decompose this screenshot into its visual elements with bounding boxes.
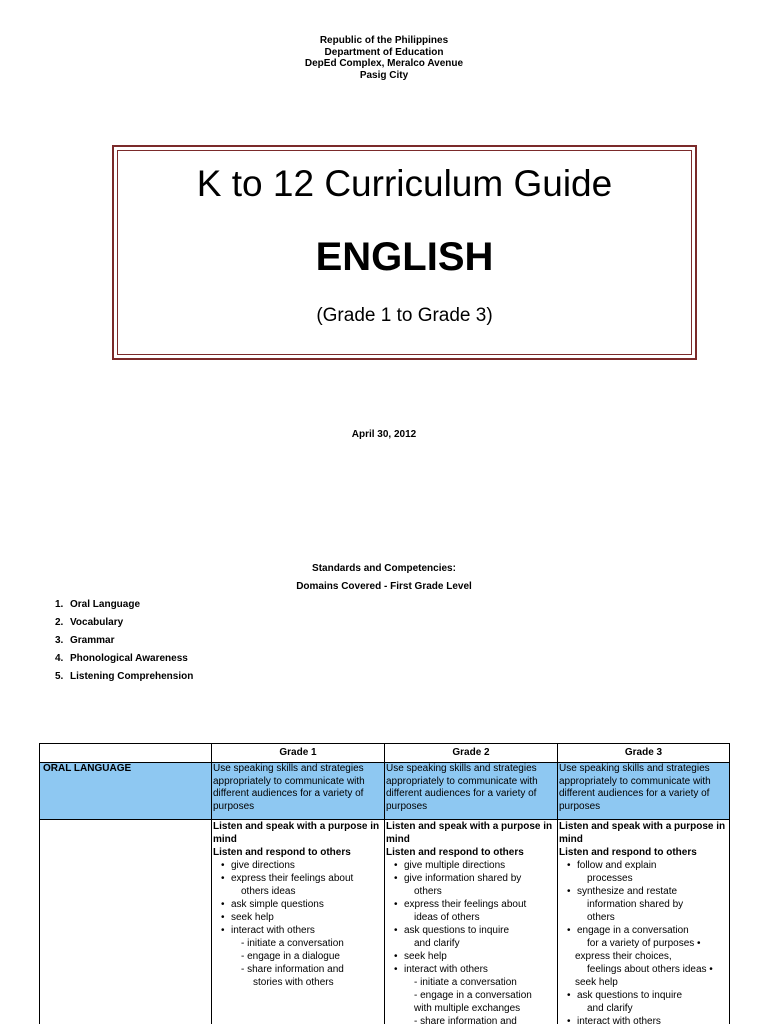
table-row-competencies <box>40 820 730 1024</box>
competency-item: processes <box>587 873 633 884</box>
standard-cell: Use speaking skills and strategies appropriately to communicate with different audiences for a variety of purposes <box>212 763 385 820</box>
empty-cell <box>40 820 212 1024</box>
competency-item: • give information shared by <box>386 872 556 885</box>
competency-item: - engage in a dialogue <box>241 951 340 962</box>
competency-item: feelings about others ideas • <box>587 964 713 975</box>
standards-title: Standards and Competencies: <box>312 563 456 574</box>
competency-item: and clarify <box>587 1003 633 1014</box>
competency-item: and clarify <box>414 938 460 949</box>
table-header-cell <box>40 744 212 763</box>
table-row-oral-language <box>40 763 730 820</box>
competency-item: information shared by <box>587 899 684 910</box>
competency-item: • interact with others <box>386 963 556 976</box>
header-city: Pasig City <box>359 69 409 81</box>
competency-item: - initiate a conversation <box>414 977 517 988</box>
competency-item: • ask questions to inquire <box>559 989 728 1002</box>
competency-item: seek help <box>575 977 618 988</box>
title-grades: (Grade 1 to Grade 3) <box>316 305 493 326</box>
competency-item: • interact with others <box>213 924 383 937</box>
domain-item: 4. Phonological Awareness <box>55 653 188 664</box>
title-subject: ENGLISH <box>315 235 494 279</box>
competency-item: • express their feelings about <box>213 872 383 885</box>
document-date: April 30, 2012 <box>351 429 417 440</box>
competency-item: with multiple exchanges <box>414 1003 521 1014</box>
competency-item: for a variety of purposes • <box>587 938 701 949</box>
competency-item: • ask simple questions <box>213 898 383 911</box>
competency-item: • express their feelings about <box>386 898 556 911</box>
competency-item: • follow and explain <box>559 859 728 872</box>
domain-item: 2. Vocabulary <box>55 617 124 628</box>
competency-list <box>559 859 728 1024</box>
title-box <box>112 145 697 360</box>
table-header-cell: Grade 2 <box>385 744 558 763</box>
competency-item: others <box>587 912 615 923</box>
competency-heading: Listen and speak with a purpose in mind <box>213 821 380 845</box>
competency-item: • ask questions to inquire <box>386 924 556 937</box>
standard-cell: Use speaking skills and strategies appropriately to communicate with different audiences for a variety of purposes <box>558 763 730 820</box>
competency-item: • engage in a conversation <box>559 924 728 937</box>
competency-heading: Listen and respond to others <box>386 847 524 858</box>
competency-item: • seek help <box>386 950 556 963</box>
competency-item: • interact with others <box>559 1015 728 1024</box>
domains-title: Domains Covered - First Grade Level <box>296 581 472 592</box>
competency-item: - share information and <box>241 964 344 975</box>
competency-item: - share information and <box>414 1016 517 1024</box>
header-republic: Republic of the Philippines <box>319 35 449 46</box>
competency-item: express their choices, <box>575 951 672 962</box>
domain-item: 5. Listening Comprehension <box>55 671 194 682</box>
competency-item: • give multiple directions <box>386 859 556 872</box>
table-header-cell: Grade 1 <box>212 744 385 763</box>
competency-item: ideas of others <box>414 912 480 923</box>
competency-item: • seek help <box>213 911 383 924</box>
competency-item: stories with others <box>253 977 334 988</box>
competency-heading: Listen and speak with a purpose in mind <box>386 821 553 845</box>
domain-item: 3. Grammar <box>55 635 115 646</box>
header-department: Department of Education <box>324 46 444 58</box>
competency-cell <box>385 820 558 1024</box>
header-address: DepEd Complex, Meralco Avenue <box>304 58 464 69</box>
competency-cell <box>212 820 385 1024</box>
title-main: K to 12 Curriculum Guide <box>196 163 613 204</box>
domain-label-cell: ORAL LANGUAGE <box>40 763 212 820</box>
competency-cell <box>558 820 730 1024</box>
domains-list <box>55 598 193 688</box>
competency-list <box>386 859 556 1024</box>
competency-heading: Listen and speak with a purpose in mind <box>559 821 726 845</box>
document-header <box>0 35 768 81</box>
competency-item: - initiate a conversation <box>241 938 344 949</box>
curriculum-table <box>39 743 730 1024</box>
standard-cell: Use speaking skills and strategies appropriately to communicate with different audiences for a variety of purposes <box>385 763 558 820</box>
competency-heading: Listen and respond to others <box>213 847 351 858</box>
table-header-cell: Grade 3 <box>558 744 730 763</box>
domain-item: 1. Oral Language <box>55 599 141 610</box>
competency-item: - engage in a conversation <box>414 990 532 1001</box>
competency-heading: Listen and respond to others <box>559 847 697 858</box>
competency-item: • give directions <box>213 859 383 872</box>
competency-item: others <box>414 886 442 897</box>
competency-item: others ideas <box>241 886 296 897</box>
competency-item: • synthesize and restate <box>559 885 728 898</box>
competency-list <box>213 859 383 989</box>
table-header-row <box>40 744 730 763</box>
